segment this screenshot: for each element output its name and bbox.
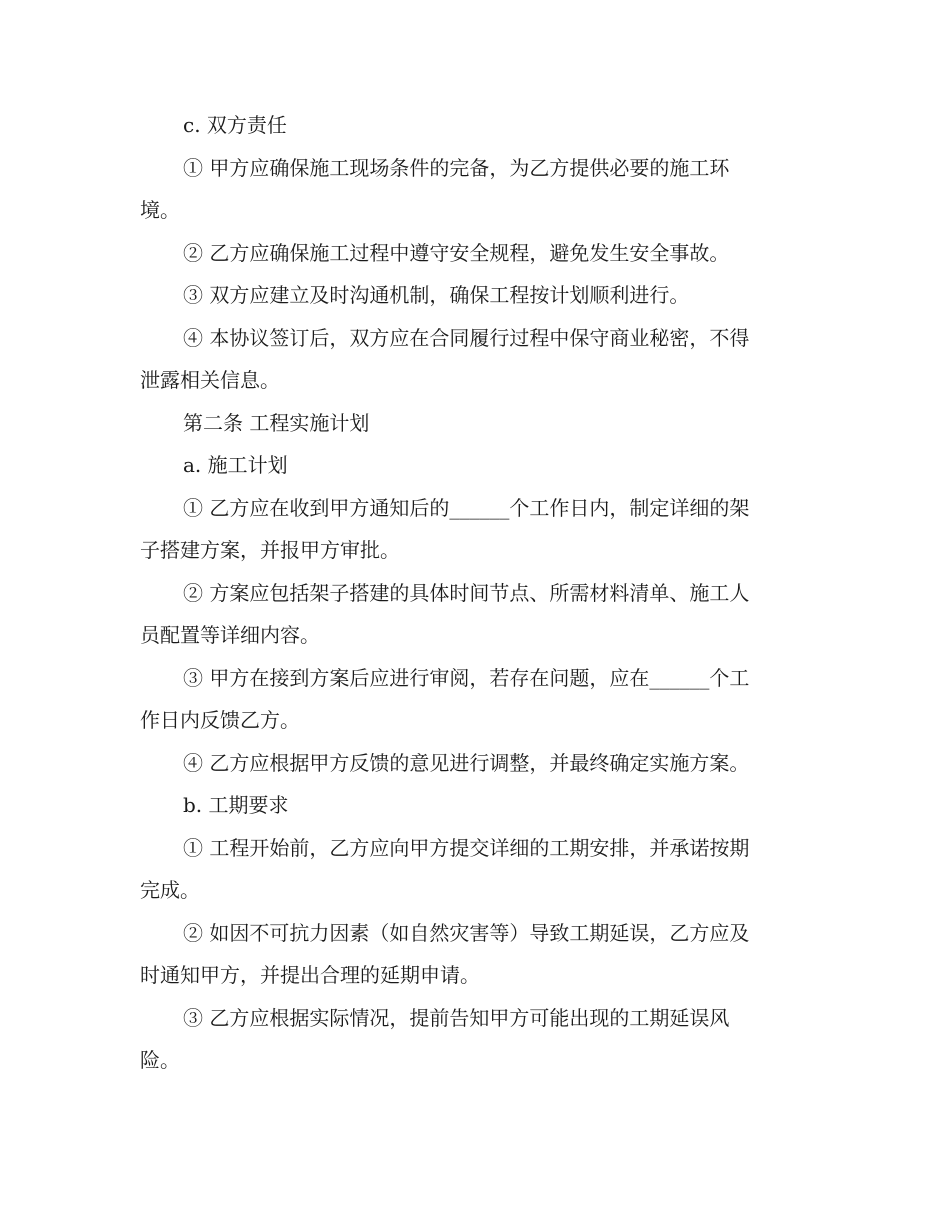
text-line: ③ 双方应建立及时沟通机制，确保工程按计划顺利进行。 xyxy=(183,283,690,307)
text-line: 完成。 xyxy=(140,878,200,902)
text-line: 子搭建方案，并报甲方审批。 xyxy=(140,538,400,562)
document-body xyxy=(140,104,805,1082)
text-line: ③ 甲方在接到方案后应进行审阅，若存在问题，应在______个工 xyxy=(183,665,750,690)
text-line: 作日内反馈乙方。 xyxy=(140,708,300,732)
text-line: a. 施工计划 xyxy=(183,453,288,477)
clause-c-1 xyxy=(140,147,805,232)
text-line: 泄露相关信息。 xyxy=(140,368,280,392)
section-heading-a xyxy=(140,444,805,487)
clause-a-3 xyxy=(140,657,805,742)
clause-c-2 xyxy=(140,232,805,275)
text-line: 第二条 工程实施计划 xyxy=(183,410,370,435)
text-line: 时通知甲方，并提出合理的延期申请。 xyxy=(140,963,480,987)
text-line: ④ 本协议签订后，双方应在合同履行过程中保守商业秘密，不得 xyxy=(183,325,750,350)
clause-b-1 xyxy=(140,827,805,912)
text-line: 境。 xyxy=(140,198,180,222)
clause-b-3 xyxy=(140,997,805,1082)
text-line: ① 乙方应在收到甲方通知后的______个工作日内，制定详细的架 xyxy=(183,495,750,520)
text-line: c. 双方责任 xyxy=(183,113,287,137)
text-line: ③ 乙方应根据实际情况，提前告知甲方可能出现的工期延误风 xyxy=(183,1005,730,1030)
clause-a-1 xyxy=(140,487,805,572)
section-heading-b xyxy=(140,784,805,827)
text-line: ② 乙方应确保施工过程中遵守安全规程，避免发生安全事故。 xyxy=(183,240,730,265)
text-line: ① 工程开始前，乙方应向甲方提交详细的工期安排，并承诺按期 xyxy=(183,835,750,860)
text-line: 险。 xyxy=(140,1048,180,1072)
text-line: b. 工期要求 xyxy=(183,793,289,817)
clause-c-3 xyxy=(140,274,805,317)
text-line: ① 甲方应确保施工现场条件的完备，为乙方提供必要的施工环 xyxy=(183,155,730,180)
text-line: ② 方案应包括架子搭建的具体时间节点、所需材料清单、施工人 xyxy=(183,580,750,605)
article-heading-2 xyxy=(140,402,805,445)
clause-a-4 xyxy=(140,742,805,785)
section-heading-c xyxy=(140,104,805,147)
text-line: ④ 乙方应根据甲方反馈的意见进行调整，并最终确定实施方案。 xyxy=(183,750,750,775)
text-line: ② 如因不可抗力因素（如自然灾害等）导致工期延误，乙方应及 xyxy=(183,920,750,945)
clause-c-4 xyxy=(140,317,805,402)
text-line: 员配置等详细内容。 xyxy=(140,623,320,647)
clause-b-2 xyxy=(140,912,805,997)
clause-a-2 xyxy=(140,572,805,657)
